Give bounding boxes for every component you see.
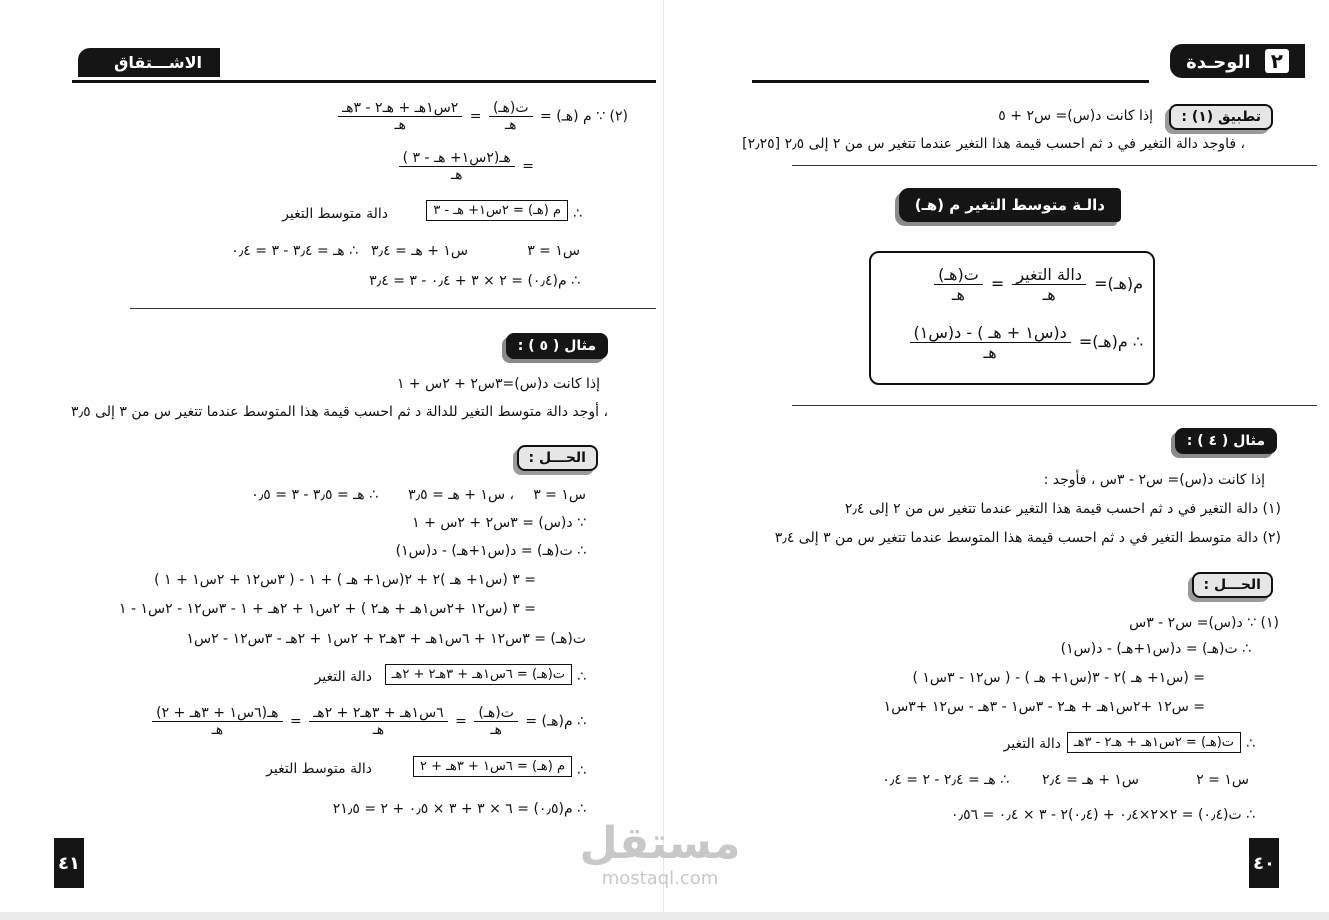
cont-c2 bbox=[396, 150, 534, 183]
c3-prefix: ∴ bbox=[573, 206, 582, 222]
s8-eq-1: = bbox=[455, 713, 467, 730]
unit-number: ٢ bbox=[1265, 49, 1289, 73]
formula-1-frac-a bbox=[1012, 265, 1086, 304]
unit-label: الوحـدة bbox=[1186, 52, 1251, 73]
frac-den: هـ bbox=[1042, 285, 1056, 304]
page-41 bbox=[0, 0, 664, 920]
ex5-s7-label: دالة التغير bbox=[314, 669, 372, 685]
ex4-s6c: ∴ هـ = ٢٫٤ - ٢ = ٠٫٤ bbox=[882, 772, 1009, 788]
ex5-s9-label: دالة متوسط التغير bbox=[266, 761, 372, 777]
bottom-edge bbox=[0, 912, 1329, 920]
c2-eq: = bbox=[522, 158, 534, 175]
formula-1-frac-b bbox=[934, 265, 983, 304]
ex4-s4: = س١٢ +٢س١هـ + هـ٢ - ٣س١ - ٣هـ - س١٢ +٣س١ bbox=[883, 699, 1205, 715]
c1-frac-a bbox=[489, 100, 533, 133]
tatbeeq-task: ، فاوجد دالة التغير في د ثم احسب قيمة هذا التغير عندما تتغير س من ٢ إلى ٢٫٥ [٢٫٢٥] bbox=[742, 136, 1245, 152]
formula-2-lhs: ∴ م(هـ)= bbox=[1078, 332, 1143, 351]
frac-den: هـ bbox=[951, 285, 965, 304]
ex4-s6a: س١ = ٢ bbox=[1196, 772, 1249, 788]
frac-num: ت(هـ) bbox=[934, 265, 983, 285]
ex4-s5-prefix: ∴ bbox=[1246, 736, 1255, 752]
tatbeeq-given: إذا كانت د(س)= س٢ + ٥ bbox=[998, 108, 1153, 124]
frac-num: دالة التغير bbox=[1012, 265, 1086, 285]
page-40 bbox=[664, 0, 1329, 920]
page-number-40: ٤٠ bbox=[1249, 838, 1279, 888]
ex4-s7: ∴ ت(٠٫٤) = ٢×٢×٠٫٤ + (٠٫٤)٢ - ٣ × ٠٫٤ = ٠٫٥٦ bbox=[951, 807, 1255, 823]
ex4-s2: ∴ ت(هـ) = د(س١+هـ) - د(س١) bbox=[1060, 641, 1251, 657]
frac-den: هـ bbox=[490, 722, 502, 738]
frac-den: هـ bbox=[983, 343, 997, 362]
ex4-s3: = (س١+ هـ )٢ - ٣(س١+ هـ ) - ( س١٢ - ٣س١ ) bbox=[912, 670, 1205, 686]
ex5-given: إذا كانت د(س)=٣س٢ + ٢س + ١ bbox=[396, 376, 600, 392]
c1-eq: = bbox=[469, 108, 482, 125]
formula-1-eq: = bbox=[990, 274, 1005, 293]
ex5-s9-box: م (هـ) = ٦س١ + ٣هـ + ٢ bbox=[413, 756, 572, 777]
ex5-s7-box: ت(هـ) = ٦س١هـ + ٣هـ٢ + ٢هـ bbox=[385, 664, 572, 685]
c1-prefix: (٢) ∵ م (هـ) = bbox=[540, 108, 628, 125]
frac-den: هـ bbox=[372, 722, 385, 738]
frac-den: هـ bbox=[450, 167, 463, 183]
c4b: س١ + هـ = ٣٫٤ bbox=[371, 243, 468, 259]
formula-2 bbox=[907, 323, 1144, 362]
example4-label: مثال ( ٤ ) : bbox=[1175, 428, 1277, 454]
ex5-solution-label: الحـــل : bbox=[517, 445, 598, 471]
ex5-s9-prefix: ∴ bbox=[577, 763, 586, 779]
ex5-s3: ∴ ت(هـ) = د(س١+هـ) - د(س١) bbox=[395, 543, 586, 559]
cont-c1 bbox=[335, 100, 628, 133]
ex4-s5-label: دالة التغير bbox=[1003, 736, 1061, 752]
divider bbox=[130, 308, 656, 309]
tatbeeq-label: تطبيق (١) : bbox=[1169, 104, 1273, 130]
header-rule bbox=[72, 80, 656, 83]
frac-den: هـ bbox=[394, 117, 406, 133]
page-number-41: ٤١ bbox=[54, 838, 84, 888]
ex5-s1b: ، س١ + هـ = ٣٫٥ bbox=[408, 487, 514, 503]
frac-num: ٢س١هـ + هـ٢ - ٣هـ bbox=[338, 100, 462, 117]
watermark-arabic: مستقل bbox=[579, 818, 741, 869]
ex5-s1c: ∴ هـ = ٣٫٥ - ٣ = ٠٫٥ bbox=[251, 487, 378, 503]
ex4-s1: (١) ∵ د(س)= س٢ - ٣س bbox=[1129, 615, 1279, 631]
divider bbox=[792, 405, 1317, 406]
watermark bbox=[550, 820, 770, 889]
frac-num: هـ(٦س١ + ٣هـ + ٢) bbox=[152, 705, 282, 722]
ex5-s4: = ٣ (س١+ هـ )٢ + ٢(س١+ هـ ) + ١ - ( ٣س١٢ + ٢س١ + ١ ) bbox=[154, 572, 536, 588]
ex4-q2: (٢) دالة متوسط التغير في د ثم احسب قيمة هذا المتوسط عندما تتغير س من ٣ إلى ٣٫٤ bbox=[774, 530, 1281, 546]
c2-frac bbox=[399, 150, 515, 183]
watermark-latin: mostaql.com bbox=[601, 868, 719, 889]
ex4-s6b: س١ + هـ = ٢٫٤ bbox=[1042, 772, 1139, 788]
s8-frac-c bbox=[152, 705, 282, 738]
formula-1 bbox=[931, 265, 1143, 304]
formula-2-frac bbox=[910, 323, 1071, 362]
ex5-s5: = ٣ (س١٢ +٢س١هـ + هـ٢ ) + ٢س١ + ٢هـ + ١ - ٣س١٢ - ٢س١ - ١ bbox=[118, 601, 536, 617]
s8-prefix: ∴ م(هـ) = bbox=[525, 713, 586, 730]
c4c: ∴ هـ = ٣٫٤ - ٣ = ٠٫٤ bbox=[231, 243, 358, 259]
avg-formula-box bbox=[869, 251, 1155, 385]
header-rule bbox=[752, 80, 1149, 83]
frac-den: هـ bbox=[211, 722, 224, 738]
ex4-s5-box: ت(هـ) = ٢س١هـ + هـ٢ - ٣هـ bbox=[1067, 732, 1241, 753]
ex5-s1a: س١ = ٣ bbox=[533, 487, 586, 503]
ex5-s6: ت(هـ) = ٣س١٢ + ٦س١هـ + ٣هـ٢ + ٢س١ + ٢هـ - ٣س١٢ - ٢س١ bbox=[186, 631, 586, 647]
divider bbox=[792, 165, 1317, 166]
c3-label: دالة متوسط التغير bbox=[282, 206, 388, 222]
ex5-s10: ∴ م(٠٫٥) = ٦ × ٣ + ٣ × ٠٫٥ + ٢ = ٢١٫٥ bbox=[332, 801, 586, 817]
formula-1-lhs: م(هـ)= bbox=[1094, 274, 1143, 293]
s8-frac-b bbox=[309, 705, 447, 738]
avg-section-title: دالـة متوسط التغير م (هـ) bbox=[899, 188, 1121, 222]
frac-num: د(س١ + هـ ) - د(س١) bbox=[910, 323, 1071, 343]
c3-box: م (هـ) = ٢س١+ هـ - ٣ bbox=[426, 200, 568, 221]
c4a: س١ = ٣ bbox=[527, 243, 580, 259]
unit-header bbox=[1170, 44, 1305, 78]
ex5-task: ، أوجد دالة متوسط التغير للدالة د ثم احسب قيمة هذا المتوسط عندما تتغير س من ٣ إلى ٣٫٥ bbox=[71, 404, 608, 420]
ex5-s2: ∵ د(س) = ٣س٢ + ٢س + ١ bbox=[412, 515, 586, 531]
chapter-header: الاشـــتقاق bbox=[78, 48, 220, 77]
frac-num: ٦س١هـ + ٣هـ٢ + ٢هـ bbox=[309, 705, 447, 722]
frac-num: ت(هـ) bbox=[489, 100, 533, 117]
frac-num: ت(هـ) bbox=[474, 705, 518, 722]
frac-num: هـ(٢س١+ هـ - ٣ ) bbox=[399, 150, 515, 167]
example5-label: مثال ( ٥ ) : bbox=[506, 333, 608, 359]
frac-den: هـ bbox=[505, 117, 517, 133]
s8-eq-2: = bbox=[290, 713, 302, 730]
s8-frac-a bbox=[474, 705, 518, 738]
ex4-given: إذا كانت د(س)= س٢ - ٣س ، فأوجد : bbox=[1043, 472, 1265, 488]
c5: ∴ م(٠٫٤) = ٢ × ٣ + ٠٫٤ - ٣ = ٣٫٤ bbox=[369, 273, 580, 289]
c1-frac-b bbox=[338, 100, 462, 133]
ex5-s8 bbox=[149, 705, 586, 738]
ex4-q1: (١) دالة التغير في د ثم احسب قيمة هذا التغير عندما تتغير س من ٢ إلى ٢٫٤ bbox=[844, 501, 1281, 517]
ex5-s7-prefix: ∴ bbox=[577, 669, 586, 685]
ex4-solution-label: الحـــل : bbox=[1192, 572, 1273, 598]
